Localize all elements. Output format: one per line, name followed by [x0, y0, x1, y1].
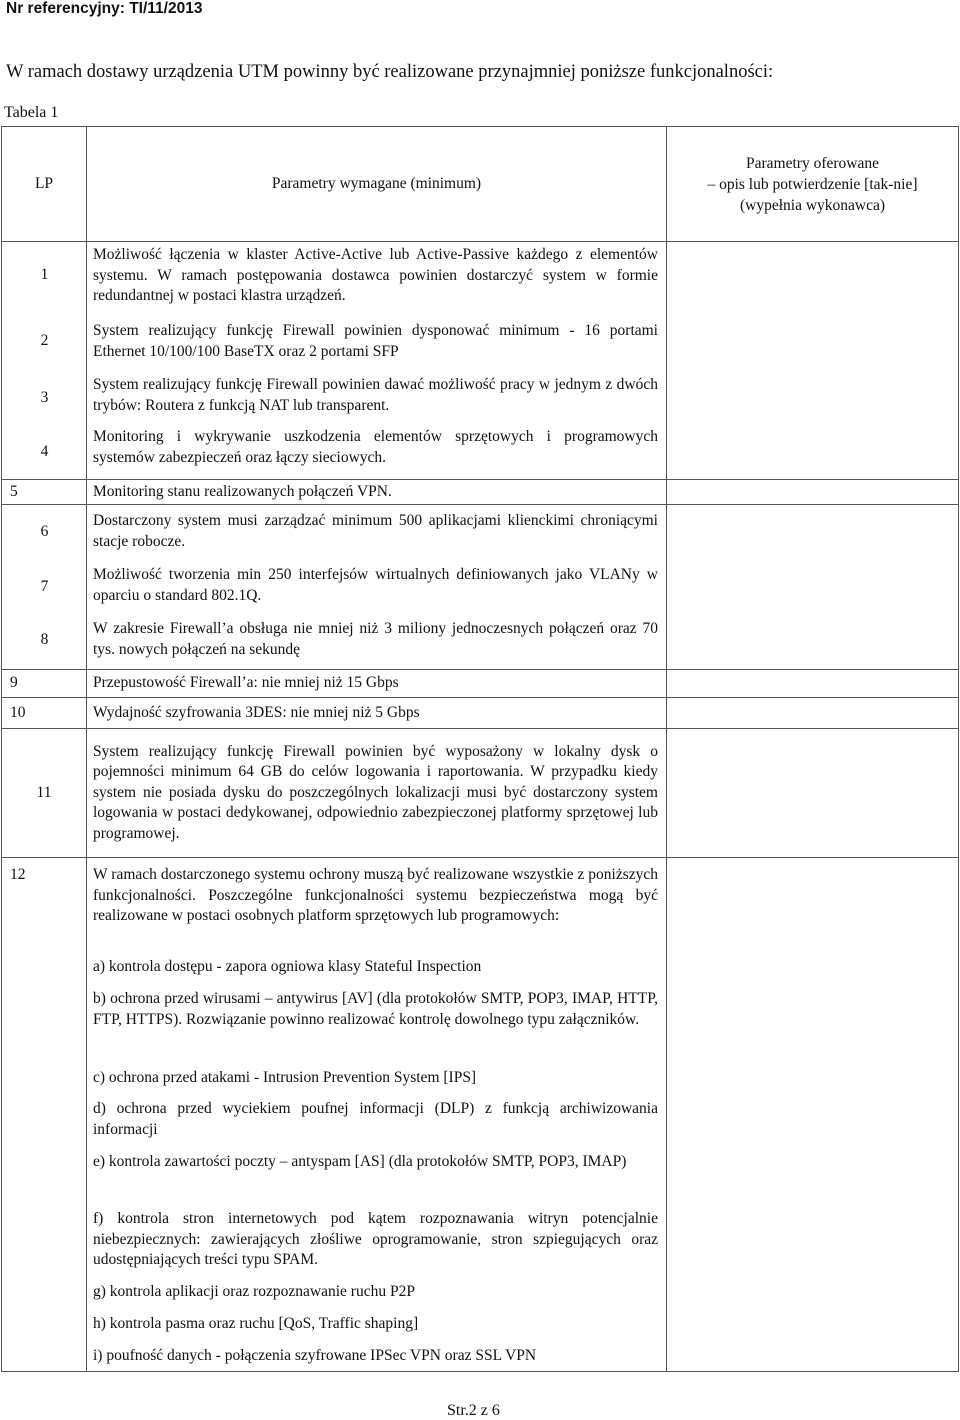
requirement-cell	[87, 505, 667, 670]
table-row	[2, 670, 959, 698]
requirement-cell	[87, 858, 667, 1372]
requirement-text: Wydajność szyfrowania 3DES: nie mniej niż 5 Gbps	[87, 698, 667, 729]
lp-value: 4	[40, 443, 49, 460]
requirement-text: Możliwość łączenia w klaster Active-Active lub Active-Passive każdego z elementów systemu. W ramach postępowania dostawca powinien dostarczyć system w formie redundantnej w postaci klastra urządzeń.	[93, 246, 658, 304]
table-caption: Tabela 1	[4, 104, 59, 121]
reference-number: Nr referencyjny: TI/11/2013	[6, 0, 203, 17]
lp-value: 2	[40, 332, 49, 349]
col-header-offered-line3: (wypełnia wykonawca)	[739, 196, 886, 214]
lp-cell	[2, 242, 87, 480]
table-row	[2, 729, 959, 858]
offered-cell	[667, 858, 959, 1372]
offered-cell	[667, 670, 959, 698]
offered-cell	[667, 505, 959, 670]
table-row	[2, 698, 959, 729]
col-header-offered-line2: – opis lub potwierdzenie [tak-nie]	[707, 175, 918, 193]
lp-value: 8	[40, 631, 49, 648]
sub-item: a) kontrola dostępu - zapora ogniowa klasy Stateful Inspection	[93, 958, 482, 975]
lp-cell: 5	[2, 480, 87, 505]
table-row	[2, 858, 959, 1372]
requirement-text: Możliwość tworzenia min 250 interfejsów wirtualnych definiowanych jako VLANy w oparciu o standard 802.1Q.	[93, 566, 658, 604]
requirement-text: W zakresie Firewall’a obsługa nie mniej niż 3 miliony jednoczesnych połączeń oraz 70 tys. nowych połączeń na sekundę	[93, 620, 658, 658]
lp-value: 7	[40, 578, 49, 595]
col-header-lp: LP	[2, 127, 87, 242]
lp-cell	[2, 505, 87, 670]
requirement-text: System realizujący funkcję Firewall powinien dysponować minimum - 16 portami Ethernet 10/100/100 BaseTX oraz 2 portami SFP	[93, 322, 658, 360]
intro-text: W ramach dostawy urządzenia UTM powinny być realizowane przynajmniej poniższe funkcjonalności:	[6, 62, 774, 82]
sub-item: i) poufność danych - połączenia szyfrowane IPSec VPN oraz SSL VPN	[93, 1347, 537, 1364]
col-header-required: Parametry wymagane (minimum)	[87, 127, 667, 242]
table-row	[2, 480, 959, 505]
offered-cell	[667, 242, 959, 480]
col-header-offered	[667, 127, 959, 242]
lp-cell: 10	[2, 698, 87, 729]
lp-cell: 12	[2, 858, 87, 1372]
sub-item: c) ochrona przed atakami - Intrusion Prevention System [IPS]	[93, 1069, 477, 1086]
sub-item: f) kontrola stron internetowych pod kątem rozpoznawania witryn potencjalnie niebezpiecznych: zawierających złośliwe oprogramowanie, stron szpiegujących oraz udostępniających treści typu SPAM.	[93, 1210, 658, 1268]
requirement-text: Dostarczony system musi zarządzać minimum 500 aplikacjami klienckimi chroniącymi stacje robocze.	[93, 512, 658, 550]
lp-cell: 9	[2, 670, 87, 698]
lp-value: 1	[40, 266, 49, 283]
lp-value: 3	[40, 389, 49, 406]
requirement-text: Monitoring stanu realizowanych połączeń VPN.	[87, 480, 667, 505]
sub-item: h) kontrola pasma oraz ruchu [QoS, Traffic shaping]	[93, 1315, 419, 1332]
requirement-text: System realizujący funkcję Firewall powinien dawać możliwość pracy w jednym z dwóch trybów: Routera z funkcją NAT lub transparent.	[93, 376, 658, 414]
col-header-offered-line1: Parametry oferowane	[746, 154, 879, 172]
offered-cell	[667, 698, 959, 729]
lp-value: 6	[40, 523, 49, 540]
sub-item: b) ochrona przed wirusami – antywirus [AV] (dla protokołów SMTP, POP3, IMAP, HTTP, FTP, HTTPS). Rozwiązanie powinno realizować kontrolę dowolnego typu załączników.	[93, 990, 658, 1028]
sub-item: g) kontrola aplikacji oraz rozpoznawanie ruchu P2P	[93, 1283, 415, 1300]
requirement-text: System realizujący funkcję Firewall powinien być wyposażony w lokalny dysk o pojemności minimum 64 GB do celów logowania i raportowania. W przypadku kiedy system nie posiada dysku do poszczególnych lokalizacji musi być dostarczony system logowania w postaci dedykowanej, odpowiednio zabezpieczonej platformy sprzętowej lub programowej.	[87, 729, 667, 858]
offered-cell	[667, 480, 959, 505]
requirement-text: W ramach dostarczonego systemu ochrony muszą być realizowane wszystkie z poniższych funkcjonalności. Poszczególne funkcjonalności systemu bezpieczeństwa mogą być realizowane w postaci osobnych platform sprzętowych lub programowych:	[93, 866, 658, 924]
table-header-row	[2, 127, 959, 242]
requirements-table	[1, 126, 959, 1372]
requirement-text: Monitoring i wykrywanie uszkodzenia elementów sprzętowych i programowych systemów zabezpieczeń oraz łączy sieciowych.	[93, 428, 658, 466]
page-number: Str.2 z 6	[447, 1402, 500, 1419]
requirement-cell	[87, 242, 667, 480]
requirement-text: Przepustowość Firewall’a: nie mniej niż 15 Gbps	[87, 670, 667, 698]
sub-item: d) ochrona przed wyciekiem poufnej informacji (DLP) z funkcją archiwizowania informacji	[93, 1100, 658, 1138]
table-row-group-6-8	[2, 505, 959, 670]
lp-cell: 11	[2, 729, 87, 858]
offered-cell	[667, 729, 959, 858]
sub-item: e) kontrola zawartości poczty – antyspam [AS] (dla protokołów SMTP, POP3, IMAP)	[93, 1153, 627, 1170]
table-row-group-1-4	[2, 242, 959, 480]
